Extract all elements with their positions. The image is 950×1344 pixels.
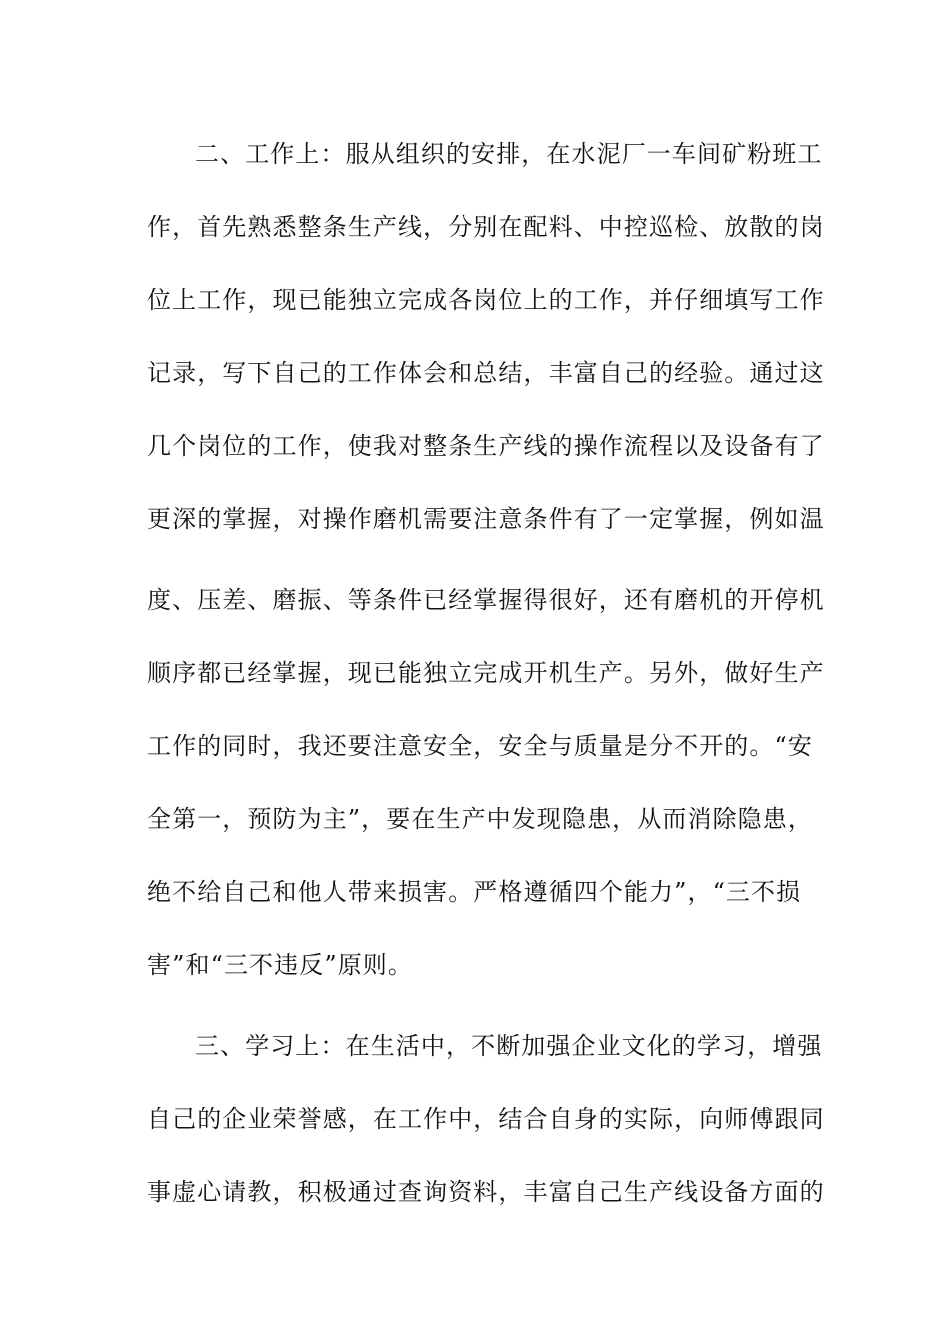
paragraph-3-line-2: 自己的企业荣誉感，在工作中，结合自身的实际，向师傅跟同	[147, 1105, 825, 1133]
paragraph-3-line-3: 事虚心请教，积极通过查询资料，丰富自己生产线设备方面的	[147, 1178, 825, 1206]
paragraph-2-line-2: 作，首先熟悉整条生产线，分别在配料、中控巡检、放散的岗	[147, 213, 825, 241]
paragraph-2-line-12: 害”和“三不违反”原则。	[147, 951, 414, 979]
paragraph-2-line-1: 二、工作上：服从组织的安排，在水泥厂一车间矿粉班工	[195, 140, 823, 168]
paragraph-3-line-1: 三、学习上：在生活中，不断加强企业文化的学习，增强	[195, 1032, 823, 1060]
paragraph-2-line-9: 工作的同时，我还要注意安全，安全与质量是分不开的。“安	[147, 732, 813, 760]
paragraph-2-line-5: 几个岗位的工作，使我对整条生产线的操作流程以及设备有了	[147, 432, 825, 460]
paragraph-2-line-7: 度、压差、磨振、等条件已经掌握得很好，还有磨机的开停机	[147, 586, 825, 614]
paragraph-2-line-8: 顺序都已经掌握，现已能独立完成开机生产。另外，做好生产	[147, 659, 825, 687]
paragraph-2-line-3: 位上工作，现已能独立完成各岗位上的工作，并仔细填写工作	[147, 286, 825, 314]
paragraph-2-line-10: 全第一，预防为主”，要在生产中发现隐患，从而消除隐患，	[147, 805, 813, 833]
paragraph-2-line-4: 记录，写下自己的工作体会和总结，丰富自己的经验。通过这	[147, 359, 825, 387]
paragraph-2-line-11: 绝不给自己和他人带来损害。严格遵循四个能力”，“三不损	[147, 878, 802, 906]
paragraph-2-line-6: 更深的掌握，对操作磨机需要注意条件有了一定掌握，例如温	[147, 505, 825, 533]
